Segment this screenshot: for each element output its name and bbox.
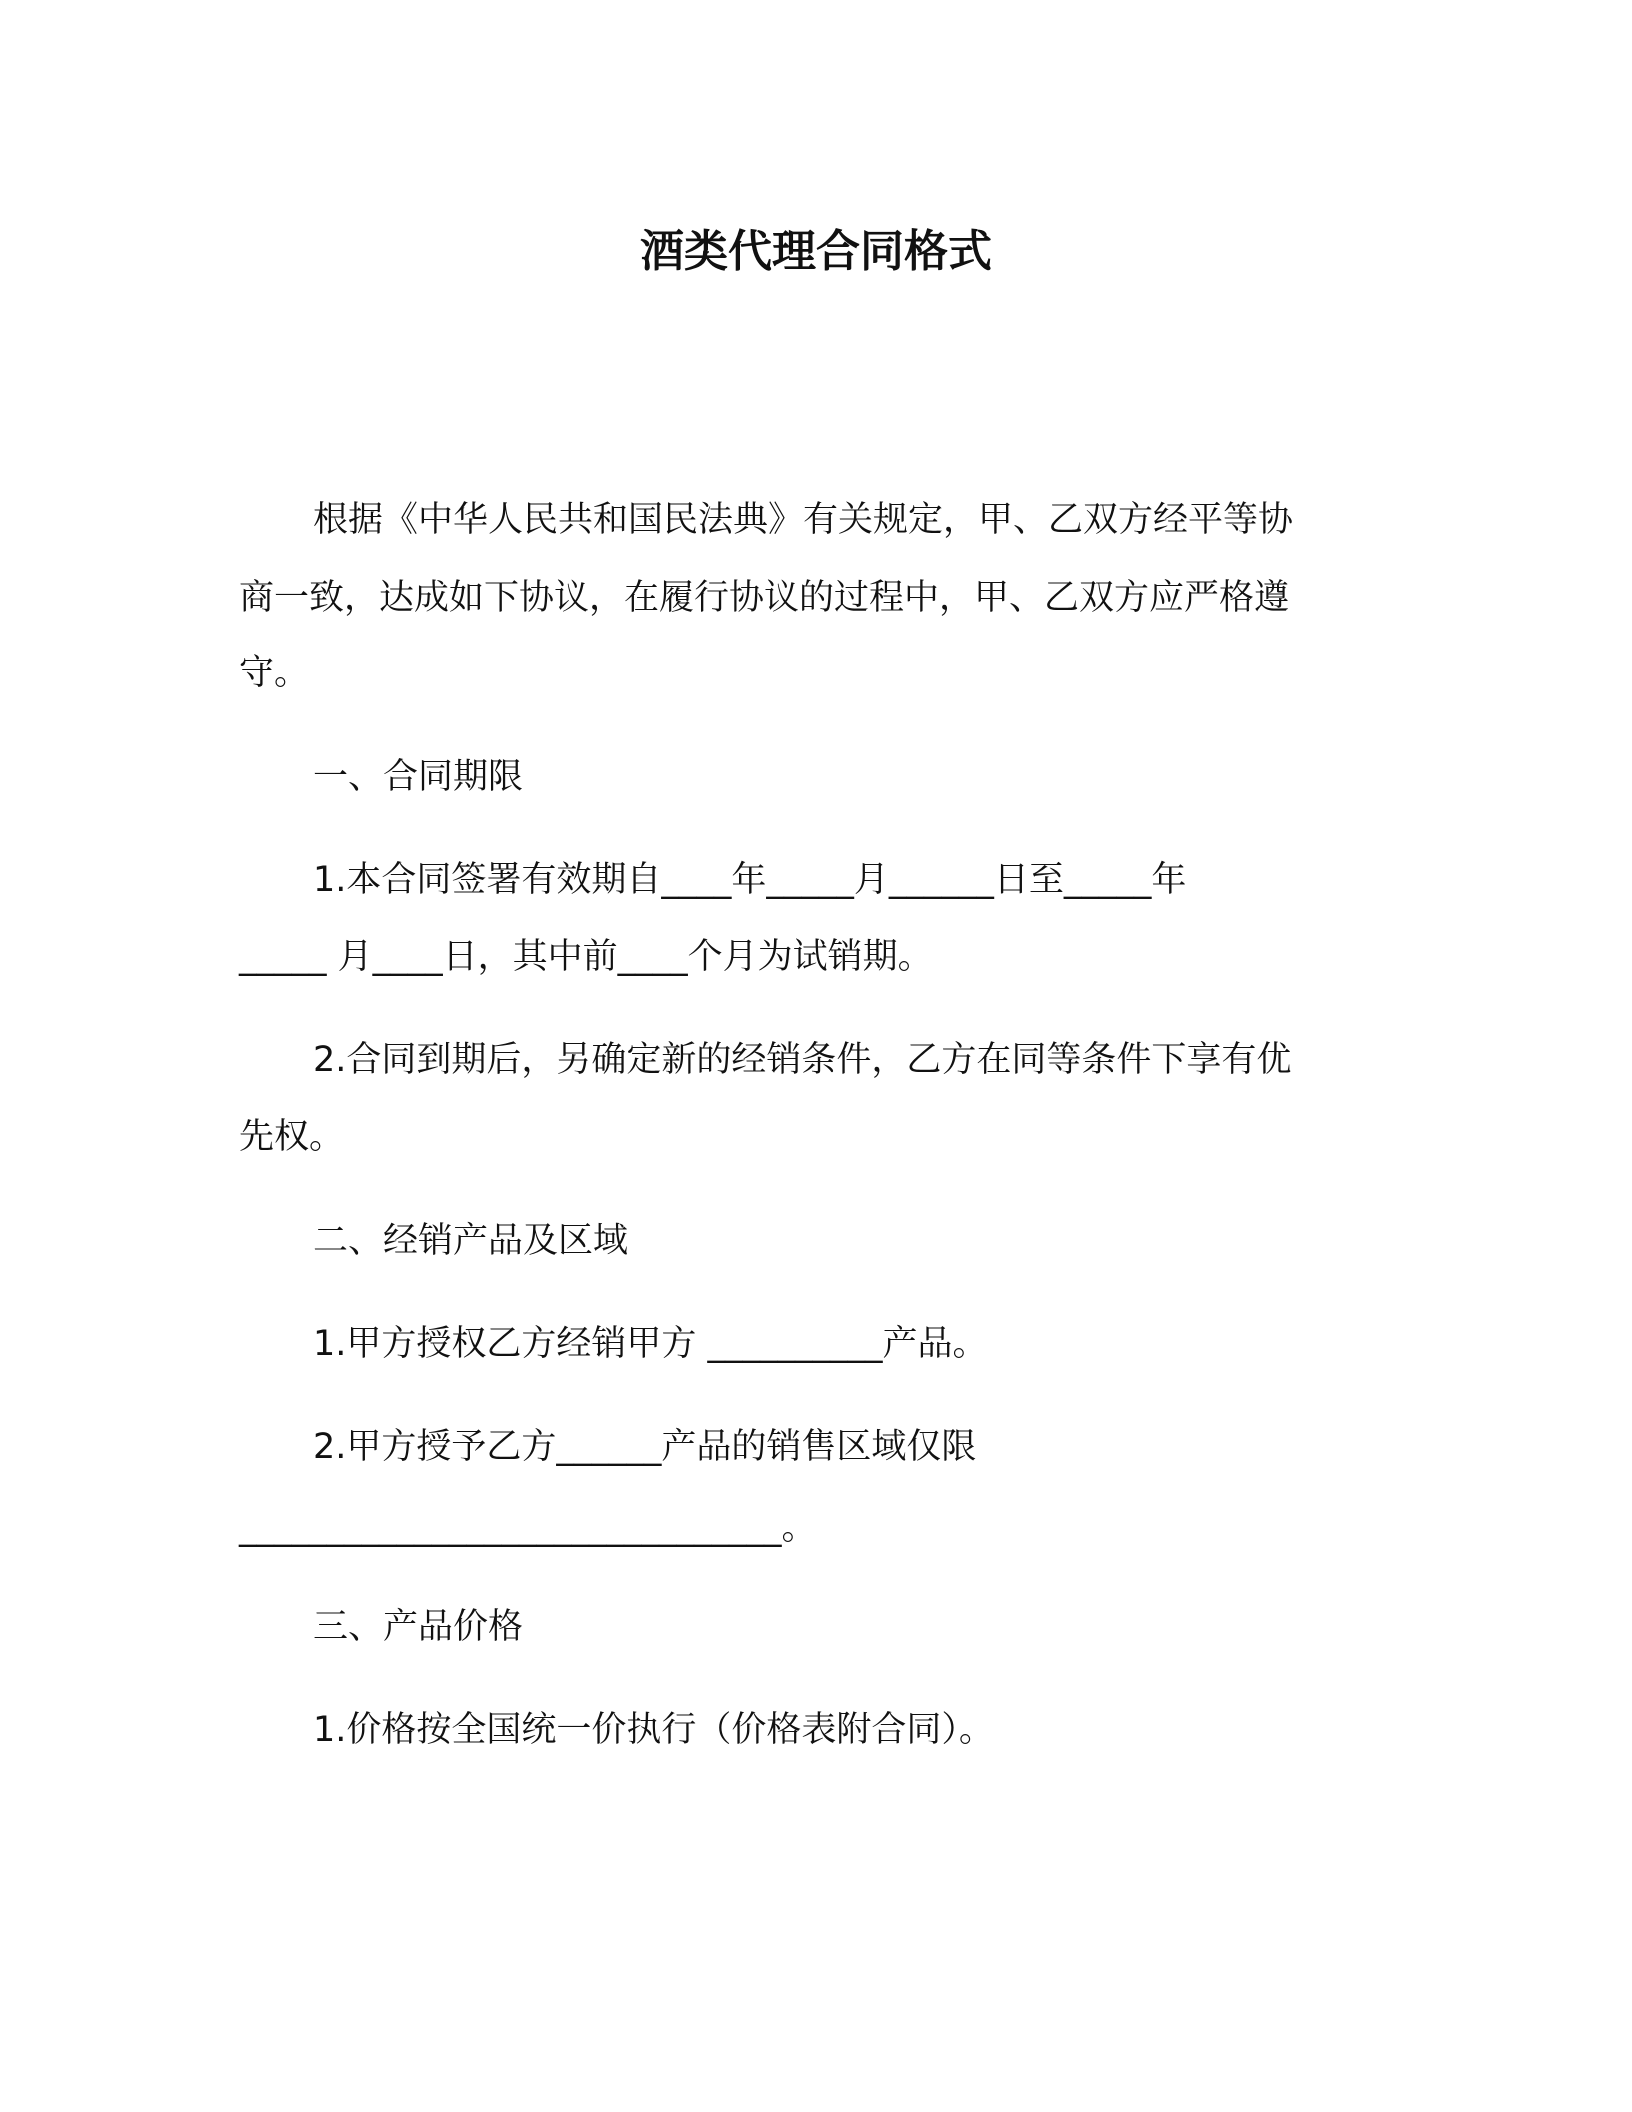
preamble-line-3: 守。 — [239, 653, 310, 693]
section-1-item-1-line-2: _____ 月____日，其中前____个月为试销期。 — [239, 937, 933, 977]
document-title: 酒类代理合同格式 — [640, 226, 992, 277]
section-1-item-2-line-1: 2.合同到期后，另确定新的经销条件，乙方在同等条件下享有优 — [313, 1040, 1292, 1080]
section-2-item-2-line-1: 2.甲方授予乙方______产品的销售区域仅限 — [313, 1427, 977, 1467]
preamble-line-2: 商一致，达成如下协议，在履行协议的过程中，甲、乙双方应严格遵 — [239, 578, 1290, 618]
section-1-item-2-line-2: 先权。 — [239, 1117, 345, 1157]
section-2-item-1: 1.甲方授权乙方经销甲方 __________产品。 — [313, 1324, 988, 1364]
section-3-heading: 三、产品价格 — [313, 1607, 524, 1647]
section-1-heading: 一、合同期限 — [313, 757, 524, 797]
section-2-heading: 二、经销产品及区域 — [313, 1221, 629, 1261]
section-3-item-1: 1.价格按全国统一价执行（价格表附合同）。 — [313, 1710, 994, 1750]
preamble-line-1: 根据《中华人民共和国民法典》有关规定，甲、乙双方经平等协 — [313, 500, 1294, 540]
section-1-item-1-line-1: 1.本合同签署有效期自____年_____月______日至_____年 — [313, 860, 1187, 900]
section-2-item-2-line-2: _______________________________。 — [239, 1508, 817, 1548]
